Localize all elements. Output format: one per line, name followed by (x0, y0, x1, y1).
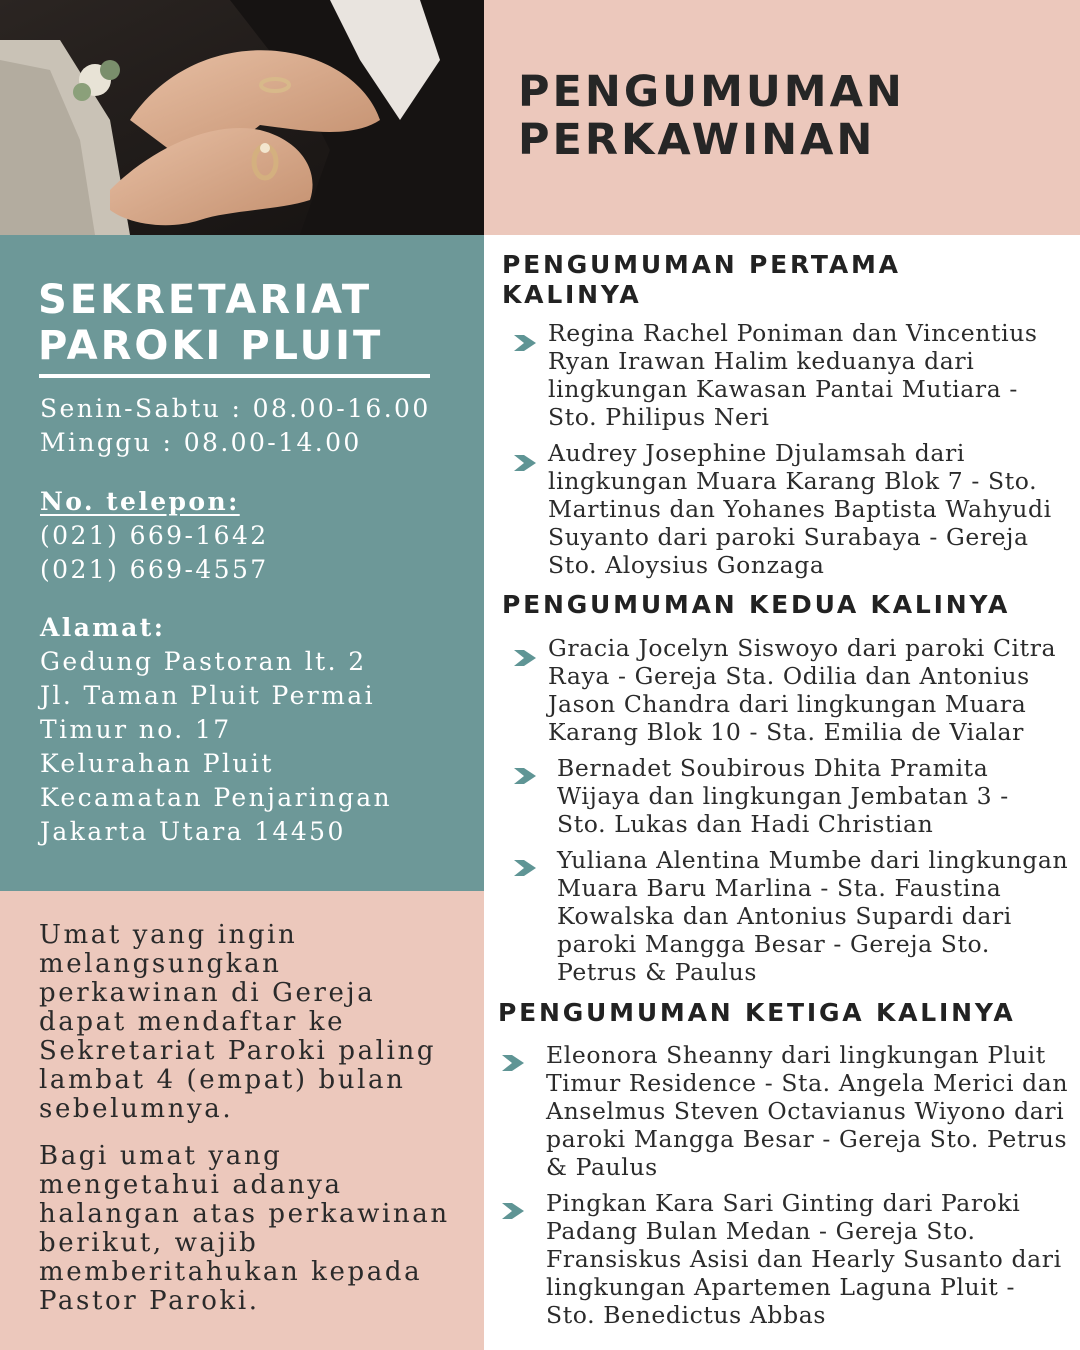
notes-panel (0, 891, 484, 1350)
entry-line: Yuliana Alentina Mumbe dari lingkungan (557, 846, 1069, 874)
wedding-rings-illustration (0, 0, 484, 235)
entry-line: Pingkan Kara Sari Ginting dari Paroki (546, 1189, 1021, 1217)
entry-line: Bernadet Soubirous Dhita Pramita (557, 754, 989, 782)
couple-entry (548, 439, 1052, 579)
office-hours-weekday: Senin-Sabtu : 08.00-16.00 (40, 394, 431, 423)
entry-line: Fransiskus Asisi dan Hearly Susanto dari (546, 1245, 1062, 1273)
entry-line: paroki Mangga Besar - Gereja Sto. Petrus (546, 1125, 1068, 1153)
entry-line: Padang Bulan Medan - Gereja Sto. (546, 1217, 976, 1245)
registration-note (39, 921, 436, 1124)
secretariat-title-line-1: SEKRETARIAT (38, 277, 373, 323)
title-panel (484, 0, 1080, 235)
address-line-1: Gedung Pastoran lt. 2 (40, 647, 367, 676)
chevron-right-icon (514, 766, 540, 786)
registration-note-line: sebelumnya. (39, 1094, 234, 1124)
address-line-6: Jakarta Utara 14450 (40, 817, 346, 846)
couple-entry (548, 319, 1038, 431)
secretariat-title (38, 277, 383, 369)
page-title-line-1: PENGUMUMAN (518, 67, 905, 117)
entry-line: Kowalska dan Antonius Supardi dari (557, 902, 1012, 930)
entry-line: lingkungan Kawasan Pantai Mutiara - (548, 375, 1018, 403)
entry-line: Sto. Lukas dan Hadi Christian (557, 810, 934, 838)
couple-entry (548, 634, 1056, 746)
address-line-2: Jl. Taman Pluit Permai (40, 681, 375, 710)
chevron-right-icon (502, 1053, 528, 1073)
entry-line: Martinus dan Yohanes Baptista Wahyudi (548, 495, 1052, 523)
entry-line: Gracia Jocelyn Siswoyo dari paroki Citra (548, 634, 1057, 662)
entry-line: Karang Blok 10 - Sta. Emilia de Vialar (548, 718, 1024, 746)
heading-line: PENGUMUMAN KEDUA KALINYA (502, 590, 1011, 619)
heading-second-announcement (502, 590, 1010, 620)
registration-note-line: Umat yang ingin (39, 920, 298, 950)
office-hours-sunday: Minggu : 08.00-14.00 (40, 428, 362, 457)
address-line-3: Timur no. 17 (40, 715, 232, 744)
phone-block (40, 485, 269, 587)
address-line-4: Kelurahan Pluit (40, 749, 274, 778)
entry-line: Wijaya dan lingkungan Jembatan 3 - (557, 782, 1009, 810)
impediment-note-line: Pastor Paroki. (39, 1286, 260, 1316)
announcements-panel (484, 235, 1080, 1350)
heading-line: PENGUMUMAN PERTAMA (502, 250, 901, 279)
impediment-note-line: memberitahukan kepada (39, 1257, 423, 1287)
couple-entry (546, 1041, 1068, 1181)
secretariat-panel (0, 235, 484, 891)
chevron-right-icon (502, 1201, 528, 1221)
entry-line: Eleonora Sheanny dari lingkungan Pluit (546, 1041, 1046, 1069)
secretariat-title-line-2: PAROKI PLUIT (38, 323, 384, 369)
entry-line: Regina Rachel Poniman dan Vincentius (548, 319, 1038, 347)
wedding-rings-photo (0, 0, 484, 235)
registration-note-line: lambat 4 (empat) bulan (39, 1065, 406, 1095)
office-hours (40, 392, 431, 460)
title-divider (39, 374, 430, 378)
address-line-5: Kecamatan Penjaringan (40, 783, 393, 812)
entry-line: Anselmus Steven Octavianus Wiyono dari (546, 1097, 1065, 1125)
heading-third-announcement (498, 998, 1016, 1028)
registration-note-line: perkawinan di Gereja (39, 978, 376, 1008)
heading-first-announcement (502, 250, 901, 310)
entry-line: lingkungan Apartemen Laguna Pluit - (546, 1273, 1016, 1301)
couple-entry (557, 754, 1009, 838)
heading-line: PENGUMUMAN KETIGA KALINYA (498, 998, 1016, 1027)
couple-entry (546, 1189, 1062, 1329)
impediment-note-line: mengetahui adanya (39, 1170, 343, 1200)
entry-line: Ryan Irawan Halim keduanya dari (548, 347, 975, 375)
entry-line: Sto. Philipus Neri (548, 403, 770, 431)
page-title-line-2: PERKAWINAN (518, 115, 876, 165)
address-label: Alamat: (40, 613, 166, 642)
phone-label: No. telepon: (40, 487, 240, 516)
phone-number-1[interactable]: (021) 669-1642 (40, 521, 269, 550)
heading-line: KALINYA (502, 280, 642, 309)
impediment-note (39, 1142, 450, 1316)
entry-line: Sto. Aloysius Gonzaga (548, 551, 825, 579)
phone-number-2[interactable]: (021) 669-4557 (40, 555, 269, 584)
address-block (40, 611, 392, 849)
chevron-right-icon (514, 858, 540, 878)
couple-entry (557, 846, 1068, 986)
entry-line: Raya - Gereja Sta. Odilia dan Antonius (548, 662, 1030, 690)
page-title (518, 68, 905, 164)
entry-line: & Paulus (546, 1153, 658, 1181)
entry-line: lingkungan Muara Karang Blok 7 - Sto. (548, 467, 1038, 495)
chevron-right-icon (514, 648, 540, 668)
entry-line: Jason Chandra dari lingkungan Muara (548, 690, 1027, 718)
chevron-right-icon (514, 453, 540, 473)
impediment-note-line: Bagi umat yang (39, 1141, 283, 1171)
entry-line: Timur Residence - Sta. Angela Merici dan (546, 1069, 1069, 1097)
entry-line: Sto. Benedictus Abbas (546, 1301, 826, 1329)
impediment-note-line: halangan atas perkawinan (39, 1199, 450, 1229)
registration-note-line: Sekretariat Paroki paling (39, 1036, 437, 1066)
entry-line: Audrey Josephine Djulamsah dari (548, 439, 965, 467)
registration-note-line: dapat mendaftar ke (39, 1007, 346, 1037)
entry-line: Petrus & Paulus (557, 958, 758, 986)
registration-note-line: melangsungkan (39, 949, 282, 979)
entry-line: paroki Mangga Besar - Gereja Sto. (557, 930, 990, 958)
chevron-right-icon (514, 333, 540, 353)
entry-line: Suyanto dari paroki Surabaya - Gereja (548, 523, 1029, 551)
entry-line: Muara Baru Marlina - Sta. Faustina (557, 874, 1002, 902)
impediment-note-line: berikut, wajib (39, 1228, 259, 1258)
